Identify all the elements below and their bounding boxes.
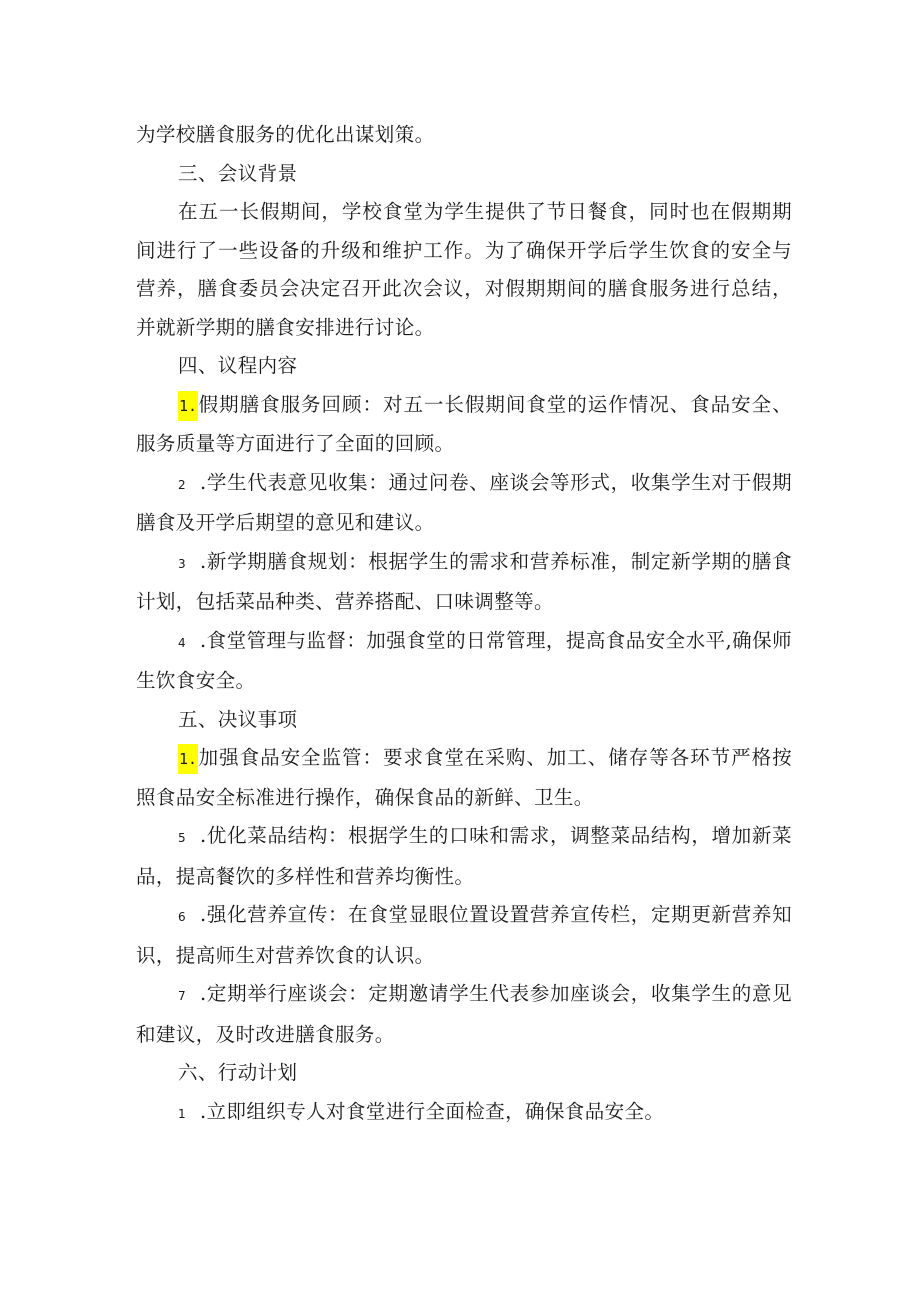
resolution-item-6: [136, 896, 792, 975]
highlighted-number: 1.: [178, 744, 198, 774]
item-number: 7: [178, 989, 186, 1003]
agenda-item-3: [136, 543, 792, 622]
document-body: [136, 116, 792, 1133]
heading-resolutions: 五、决议事项: [178, 707, 298, 731]
agenda-item-1: [136, 386, 792, 464]
agenda-item-4-text: .食堂管理与监督：加强食堂的日常管理，提高食品安全水平,确保师生饮食安全。: [136, 628, 792, 692]
item-number: 4: [178, 635, 186, 650]
resolution-item-7-text: .定期举行座谈会：定期邀请学生代表参加座谈会，收集学生的意见和建议，及时改进膳食服务。: [136, 982, 792, 1046]
heading-action-plan: 六、行动计划: [178, 1061, 298, 1084]
resolution-item-5-text: .优化菜品结构：根据学生的口味和需求，调整菜品结构，增加新菜品，提高餐饮的多样性和营养均衡性。: [136, 824, 792, 888]
item-number: 2: [178, 477, 186, 492]
action-item-1: [136, 1093, 792, 1134]
item-number: 1: [178, 1106, 186, 1121]
agenda-item-4: [136, 622, 792, 701]
heading-agenda: 四、议程内容: [178, 354, 298, 377]
item-number: 3: [178, 556, 186, 571]
highlighted-number: 1.: [178, 391, 198, 421]
agenda-item-3-text: .新学期膳食规划：根据学生的需求和营养标准，制定新学期的膳食计划，包括菜品种类、营养搭配、口味调整等。: [136, 549, 792, 613]
paragraph-meeting-background: 在五一长假期间，学校食堂为学生提供了节日餐食，同时也在假期期间进行了一些设备的升级和维护工作。为了确保开学后学生饮食的安全与营养，膳食委员会决定召开此次会议，对假期期间的膳食服务进行总结，并就新学期的膳食安排进行讨论。: [136, 200, 792, 339]
resolution-item-7: [136, 975, 792, 1054]
resolution-item-6-text: .强化营养宣传：在食堂显眼位置设置营养宣传栏，定期更新营养知识，提高师生对营养饮食的认识。: [136, 903, 792, 967]
resolution-item-5: [136, 817, 792, 896]
resolution-item-1: [136, 739, 792, 817]
action-item-1-text: .立即组织专人对食堂进行全面检查，确保食品安全。: [200, 1099, 665, 1123]
paragraph-intro-tail: 为学校膳食服务的优化出谋划策。: [136, 123, 435, 146]
item-number: 6: [178, 910, 186, 924]
item-number: 5: [178, 831, 186, 845]
agenda-item-2: [136, 464, 792, 543]
heading-meeting-background: 三、会议背景: [178, 161, 298, 185]
agenda-item-2-text: .学生代表意见收集：通过问卷、座谈会等形式，收集学生对于假期膳食及开学后期望的意见和建议。: [136, 470, 792, 534]
agenda-item-1-text: 假期膳食服务回顾：对五一长假期间食堂的运作情况、食品安全、服务质量等方面进行了全面的回顾。: [136, 392, 792, 455]
resolution-item-1-text: 加强食品安全监管：要求食堂在采购、加工、储存等各环节严格按照食品安全标准进行操作，确保食品的新鲜、卫生。: [136, 746, 792, 809]
